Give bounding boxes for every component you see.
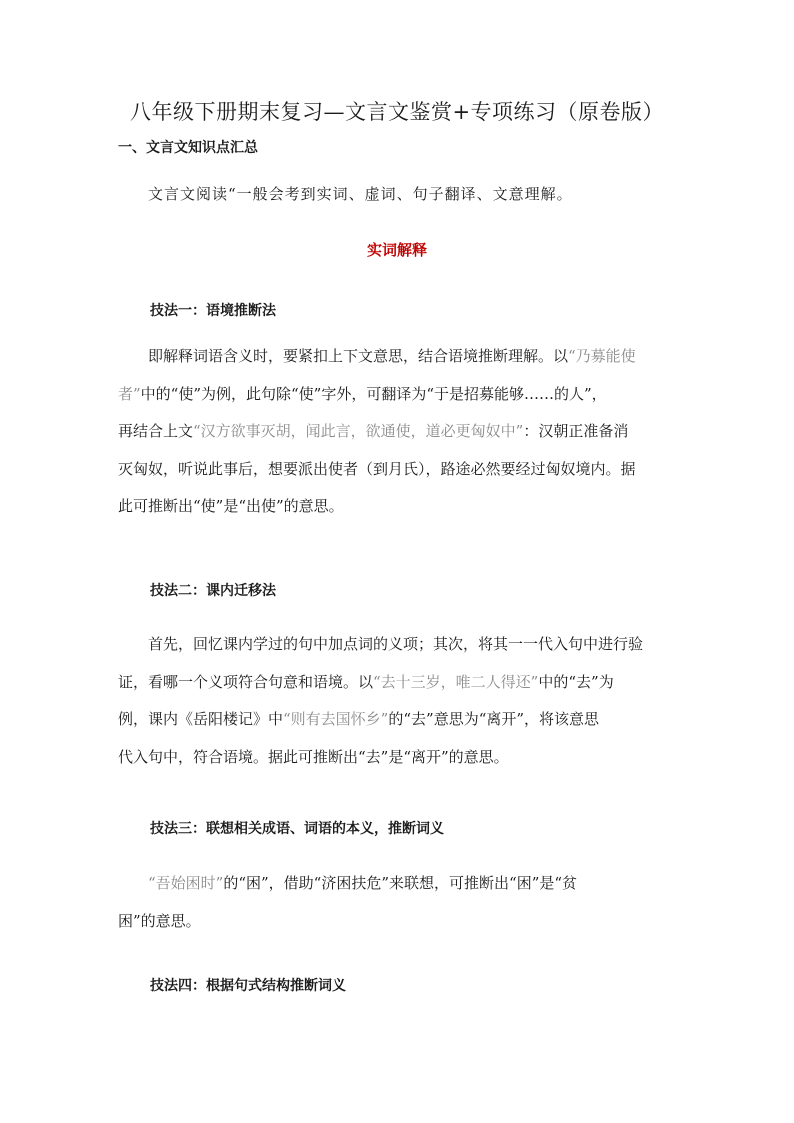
para-line: 即解释词语含义时，要紧扣上下文意思，结合语境推断理解。以“乃募能使 xyxy=(148,347,636,365)
method1-heading: 技法一：语境推断法 xyxy=(150,303,276,319)
para-line: 例，课内《岳阳楼记》中“则有去国怀乡”的“去”意思为“离开”，将该意思 xyxy=(118,710,600,728)
para-line: 困”的意思。 xyxy=(118,911,201,930)
para-line: 者”中的“使”为例，此句除“使”字外，可翻译为“于是招募能够……的人”， xyxy=(118,384,607,403)
method3-paragraph xyxy=(118,865,688,940)
para-line: “吾始困时”的“困”，借助“济困扶危”来联想，可推断出“困”是“贫 xyxy=(148,874,578,892)
para-line: 代入句中，符合语境。据此可推断出“去”是“离开”的意思。 xyxy=(118,747,509,766)
method1-paragraph xyxy=(118,338,688,526)
intro-paragraph: 文言文阅读“一般会考到实词、虚词、句子翻译、文意理解。 xyxy=(148,185,573,203)
method4-heading: 技法四：根据句式结构推断词义 xyxy=(150,978,346,994)
para-line: 此可推断出“使”是“出使”的意思。 xyxy=(118,497,344,515)
para-line: 再结合上文“汉方欲事灭胡，闻此言，欲通使，道必更匈奴中”：汉朝正准备消 xyxy=(118,422,629,440)
method3-heading: 技法三：联想相关成语、词语的本义，推断词义 xyxy=(150,821,444,837)
page-title: 八年级下册期末复习—文言文鉴赏+专项练习（原卷版） xyxy=(129,100,665,124)
para-line: 首先，回忆课内学过的句中加点词的义项；其次，将其一一代入句中进行验 xyxy=(148,635,644,653)
subheading-shici: 实词解释 xyxy=(366,241,427,259)
section-heading: 一、文言文知识点汇总 xyxy=(118,140,258,156)
para-line: 灭匈奴，听说此事后，想要派出使者（到月氏），路途必然要经过匈奴境内。据 xyxy=(118,459,636,478)
method2-heading: 技法二：课内迁移法 xyxy=(150,583,276,599)
method2-paragraph xyxy=(118,626,688,776)
para-line: 证，看哪一个义项符合句意和语境。以“去十三岁，唯二人得还”中的“去”为 xyxy=(118,672,614,691)
